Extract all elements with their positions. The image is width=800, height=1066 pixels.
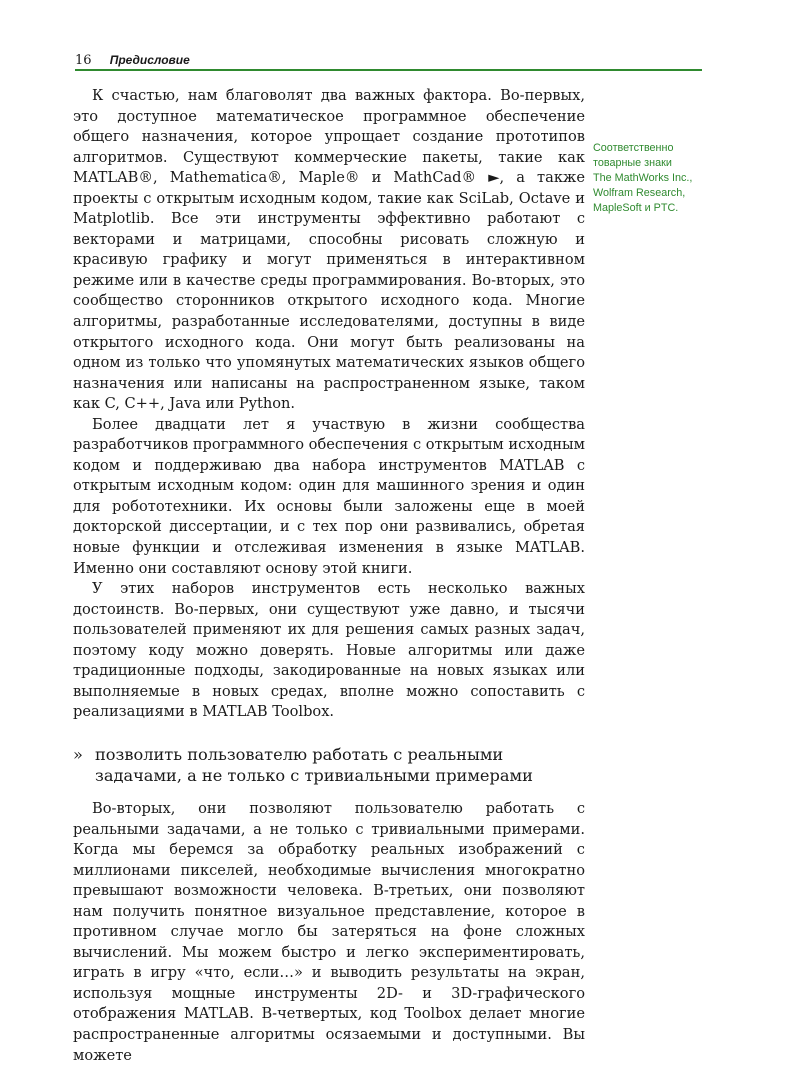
main-text	[73, 86, 585, 1066]
margin-note-line: Wolfram Research,	[593, 187, 686, 199]
header-rule	[75, 69, 702, 71]
margin-note-line: Соответственно	[593, 142, 674, 154]
heading-text: позволить пользователю работать с реальными задачами, а не только с тривиальными примерами	[95, 744, 533, 785]
margin-note	[593, 141, 713, 216]
paragraph-4: Во-вторых, они позволяют пользователю работать с реальными задачами, а не только с тривиальными примерами. Когда мы беремся за обработку реальных изображений с миллионами пикселей, необходимые вычисления многократно превышают возможности человека. В-третьих, они позволяют нам получить понятное визуальное представление, которое в противном случае могло бы затеряться на фоне сложных вычислений. Мы можем быстро и легко экспериментировать, играть в игру «что, если…» и выводить результаты на экран, используя мощные инструменты 2D- и 3D-графического отображения MATLAB. В-четвертых, код Toolbox делает многие распространенные алгоритмы осязаемыми и доступными. Вы можете	[73, 799, 585, 1064]
margin-note-line: The MathWorks Inc.,	[593, 172, 693, 184]
paragraph-3: У этих наборов инструментов есть несколько важных достоинств. Во-первых, они существуют уже давно, и тысячи пользователей применяют их для решения самых разных задач, поэтому коду можно доверять. Новые алгоритмы или даже традиционные подходы, закодированные на новых языках или выполняемые в новых средах, вполне можно сопоставить с реализациями в MATLAB Toolbox.	[73, 580, 585, 721]
paragraph-1: К счастью, нам благоволят два важных фактора. Во-первых, это доступное математическое программное обеспечение общего назначения, которое упрощает создание прототипов алгоритмов. Существуют коммерческие пакеты, такие как MATLAB®, Mathematica®, Maple® и MathCad® ►, а также проекты с открытым исходным кодом, такие как SciLab, Octave и Matplotlib. Все эти инструменты эффективно работают с векторами и матрицами, способны рисовать сложную и красивую графику и могут применяться в интерактивном режиме или в качестве среды программирования. Во-вторых, это сообщество сторонников открытого исходного кода. Многие алгоритмы, разработанные исследователями, доступны в виде открытого исходного кода. Они могут быть реализованы на одном из только что упомянутых математических языков общего назначения или написаны на распространенном языке, таком как C, C++, Java или Python.	[73, 87, 585, 413]
page-header	[75, 50, 702, 70]
heading-marker: »	[73, 744, 83, 764]
paragraph-2: Более двадцати лет я участвую в жизни сообщества разработчиков программного обеспечения с открытым исходным кодом и поддерживаю два набора инструментов MATLAB с открытым исходным кодом: один для машинного зрения и один для робототехники. Их основы были заложены еще в моей докторской диссертации, и с тех пор они развивались, обретая новые функции и отслеживая изменения в языке MATLAB. Именно они составляют основу этой книги.	[73, 415, 586, 577]
margin-note-line: MapleSoft и PTC.	[593, 202, 679, 214]
margin-note-line: товарные знаки	[593, 157, 672, 169]
page-number: 16	[75, 53, 92, 68]
running-title: Предисловие	[109, 53, 190, 67]
section-heading	[73, 744, 585, 786]
